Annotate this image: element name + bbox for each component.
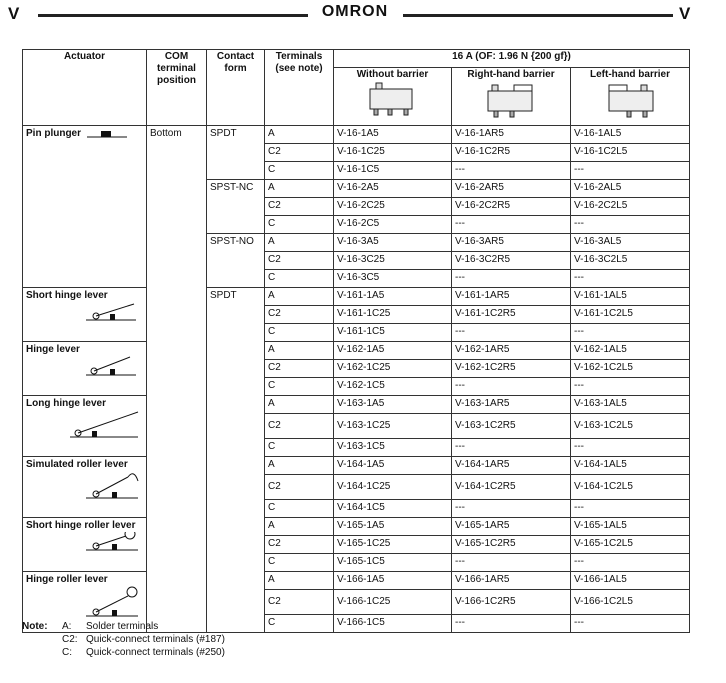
model-left-barrier: ---: [571, 615, 690, 633]
model-without-barrier: V-163-1A5: [334, 396, 452, 414]
terminal-cell: C: [265, 270, 334, 288]
model-right-barrier: V-164-1AR5: [452, 457, 571, 475]
model-right-barrier: V-166-1C2R5: [452, 590, 571, 615]
brand-logo: OMRON: [321, 3, 389, 20]
contact-form-spst-no: SPST-NO: [207, 234, 265, 288]
model-without-barrier: V-165-1A5: [334, 518, 452, 536]
terminal-cell: C2: [265, 414, 334, 439]
model-left-barrier: V-16-1AL5: [571, 126, 690, 144]
model-without-barrier: V-165-1C5: [334, 554, 452, 572]
actuator-label: Pin plunger: [26, 128, 81, 139]
section-letter-right: V: [679, 4, 691, 23]
terminal-cell: C: [265, 324, 334, 342]
actuator-simulated-roller-lever: [23, 457, 147, 518]
model-right-barrier: V-166-1AR5: [452, 572, 571, 590]
model-left-barrier: ---: [571, 324, 690, 342]
note-text: Quick-connect terminals (#187): [86, 634, 225, 645]
terminal-cell: A: [265, 234, 334, 252]
model-right-barrier: V-162-1AR5: [452, 342, 571, 360]
note-code: C:: [62, 647, 72, 658]
header-rating-group: 16 A (OF: 1.96 N {200 gf}): [334, 50, 690, 68]
header-right-barrier: [452, 68, 571, 126]
model-without-barrier: V-16-1A5: [334, 126, 452, 144]
model-left-barrier: V-16-2AL5: [571, 180, 690, 198]
model-right-barrier: V-165-1AR5: [452, 518, 571, 536]
terminal-cell: C: [265, 439, 334, 457]
terminal-cell: C: [265, 162, 334, 180]
model-without-barrier: V-164-1A5: [334, 457, 452, 475]
model-right-barrier: ---: [452, 324, 571, 342]
terminal-cell: C2: [265, 144, 334, 162]
model-left-barrier: V-16-3C2L5: [571, 252, 690, 270]
terminal-cell: C2: [265, 475, 334, 500]
note-code: A:: [62, 621, 72, 632]
actuator-label: Hinge roller lever: [26, 574, 108, 585]
actuator-pin-plunger: [23, 126, 147, 288]
model-without-barrier: V-16-3C5: [334, 270, 452, 288]
terminal-cell: C2: [265, 360, 334, 378]
model-right-barrier: V-163-1AR5: [452, 396, 571, 414]
model-number-table: [22, 49, 690, 633]
actuator-hinge-lever: [23, 342, 147, 396]
hinge-lever-icon: [26, 356, 136, 378]
model-left-barrier: V-166-1AL5: [571, 572, 690, 590]
model-left-barrier: V-164-1AL5: [571, 457, 690, 475]
pin-plunger-icon: [87, 129, 129, 139]
without-barrier-label: Without barrier: [356, 69, 429, 80]
actuator-label: Short hinge roller lever: [26, 520, 136, 531]
model-left-barrier: ---: [571, 270, 690, 288]
actuator-label: Simulated roller lever: [26, 459, 128, 470]
terminal-cell: A: [265, 457, 334, 475]
model-right-barrier: V-161-1C2R5: [452, 306, 571, 324]
model-left-barrier: V-161-1C2L5: [571, 306, 690, 324]
hinge-roller-lever-icon: [26, 586, 141, 620]
model-without-barrier: V-164-1C5: [334, 500, 452, 518]
model-right-barrier: ---: [452, 162, 571, 180]
model-without-barrier: V-162-1C25: [334, 360, 452, 378]
model-right-barrier: ---: [452, 500, 571, 518]
model-right-barrier: V-16-1C2R5: [452, 144, 571, 162]
model-without-barrier: V-162-1C5: [334, 378, 452, 396]
model-right-barrier: ---: [452, 270, 571, 288]
terminal-cell: A: [265, 572, 334, 590]
model-without-barrier: V-161-1C25: [334, 306, 452, 324]
model-left-barrier: V-164-1C2L5: [571, 475, 690, 500]
actuator-label: Short hinge lever: [26, 290, 108, 301]
terminal-cell: C: [265, 216, 334, 234]
model-without-barrier: V-16-2A5: [334, 180, 452, 198]
model-left-barrier: ---: [571, 216, 690, 234]
switch-right-barrier-icon: [484, 81, 538, 119]
header-terminals: Terminals (see note): [265, 50, 334, 126]
terminal-cell: C2: [265, 536, 334, 554]
note-text: Solder terminals: [86, 621, 159, 632]
model-left-barrier: ---: [571, 500, 690, 518]
model-without-barrier: V-166-1A5: [334, 572, 452, 590]
terminal-cell: A: [265, 518, 334, 536]
terminal-cell: C: [265, 378, 334, 396]
right-barrier-label: Right-hand barrier: [467, 69, 555, 80]
terminal-cell: C: [265, 554, 334, 572]
note-label: Note:: [22, 621, 48, 632]
section-letter-left: V: [8, 4, 20, 23]
terminal-cell: C2: [265, 306, 334, 324]
model-without-barrier: V-16-2C25: [334, 198, 452, 216]
switch-left-barrier-icon: [603, 81, 657, 119]
notes: [22, 620, 225, 659]
terminal-cell: C2: [265, 590, 334, 615]
terminal-cell: C2: [265, 252, 334, 270]
contact-form-spdt: SPDT: [207, 288, 265, 633]
model-right-barrier: V-16-2C2R5: [452, 198, 571, 216]
contact-form-spdt: SPDT: [207, 126, 265, 180]
model-without-barrier: V-162-1A5: [334, 342, 452, 360]
model-right-barrier: V-16-1AR5: [452, 126, 571, 144]
terminal-cell: A: [265, 180, 334, 198]
contact-form-spst-nc: SPST-NC: [207, 180, 265, 234]
simulated-roller-lever-icon: [26, 471, 141, 501]
model-left-barrier: V-161-1AL5: [571, 288, 690, 306]
model-right-barrier: ---: [452, 439, 571, 457]
terminal-cell: C2: [265, 198, 334, 216]
terminal-cell: A: [265, 342, 334, 360]
model-left-barrier: V-162-1AL5: [571, 342, 690, 360]
header-left-barrier: [571, 68, 690, 126]
model-right-barrier: ---: [452, 554, 571, 572]
actuator-label: Long hinge lever: [26, 398, 107, 409]
model-without-barrier: V-16-2C5: [334, 216, 452, 234]
model-without-barrier: V-166-1C25: [334, 590, 452, 615]
model-right-barrier: V-162-1C2R5: [452, 360, 571, 378]
model-right-barrier: V-165-1C2R5: [452, 536, 571, 554]
header-rule-left: [38, 14, 308, 17]
short-hinge-lever-icon: [26, 302, 136, 322]
model-right-barrier: V-164-1C2R5: [452, 475, 571, 500]
terminal-cell: A: [265, 126, 334, 144]
terminal-cell: C: [265, 500, 334, 518]
header-com-position: COM terminal position: [147, 50, 207, 126]
model-left-barrier: V-163-1AL5: [571, 396, 690, 414]
model-without-barrier: V-16-3A5: [334, 234, 452, 252]
switch-without-barrier-icon: [366, 81, 420, 119]
note-text: Quick-connect terminals (#250): [86, 647, 225, 658]
model-without-barrier: V-161-1A5: [334, 288, 452, 306]
model-left-barrier: ---: [571, 439, 690, 457]
header-actuator: Actuator: [23, 50, 147, 126]
model-right-barrier: ---: [452, 615, 571, 633]
model-without-barrier: V-164-1C25: [334, 475, 452, 500]
model-left-barrier: ---: [571, 378, 690, 396]
model-left-barrier: V-165-1C2L5: [571, 536, 690, 554]
header-contact-form: Contact form: [207, 50, 265, 126]
model-without-barrier: V-16-1C25: [334, 144, 452, 162]
terminal-cell: A: [265, 288, 334, 306]
header-without-barrier: [334, 68, 452, 126]
terminal-cell: A: [265, 396, 334, 414]
model-left-barrier: V-166-1C2L5: [571, 590, 690, 615]
actuator-short-hinge-roller-lever: [23, 518, 147, 572]
terminal-cell: C: [265, 615, 334, 633]
actuator-long-hinge-lever: [23, 396, 147, 457]
left-barrier-label: Left-hand barrier: [589, 69, 670, 80]
com-position-cell: Bottom: [147, 126, 207, 633]
header-rule-right: [403, 14, 673, 17]
short-hinge-roller-lever-icon: [26, 532, 141, 552]
page-header: [0, 0, 726, 34]
actuator-label: Hinge lever: [26, 344, 80, 355]
model-without-barrier: V-163-1C25: [334, 414, 452, 439]
model-right-barrier: V-16-3AR5: [452, 234, 571, 252]
model-without-barrier: V-16-3C25: [334, 252, 452, 270]
model-right-barrier: V-161-1AR5: [452, 288, 571, 306]
model-right-barrier: ---: [452, 378, 571, 396]
model-left-barrier: V-16-2C2L5: [571, 198, 690, 216]
model-left-barrier: ---: [571, 554, 690, 572]
model-without-barrier: V-163-1C5: [334, 439, 452, 457]
model-without-barrier: V-166-1C5: [334, 615, 452, 633]
model-left-barrier: V-16-3AL5: [571, 234, 690, 252]
model-without-barrier: V-16-1C5: [334, 162, 452, 180]
model-right-barrier: V-16-3C2R5: [452, 252, 571, 270]
model-left-barrier: V-16-1C2L5: [571, 144, 690, 162]
model-without-barrier: V-161-1C5: [334, 324, 452, 342]
long-hinge-lever-icon: [26, 410, 141, 440]
model-left-barrier: V-162-1C2L5: [571, 360, 690, 378]
model-without-barrier: V-165-1C25: [334, 536, 452, 554]
model-left-barrier: ---: [571, 162, 690, 180]
model-right-barrier: ---: [452, 216, 571, 234]
model-right-barrier: V-16-2AR5: [452, 180, 571, 198]
model-right-barrier: V-163-1C2R5: [452, 414, 571, 439]
note-code: C2:: [62, 634, 78, 645]
model-left-barrier: V-163-1C2L5: [571, 414, 690, 439]
actuator-short-hinge-lever: [23, 288, 147, 342]
model-left-barrier: V-165-1AL5: [571, 518, 690, 536]
